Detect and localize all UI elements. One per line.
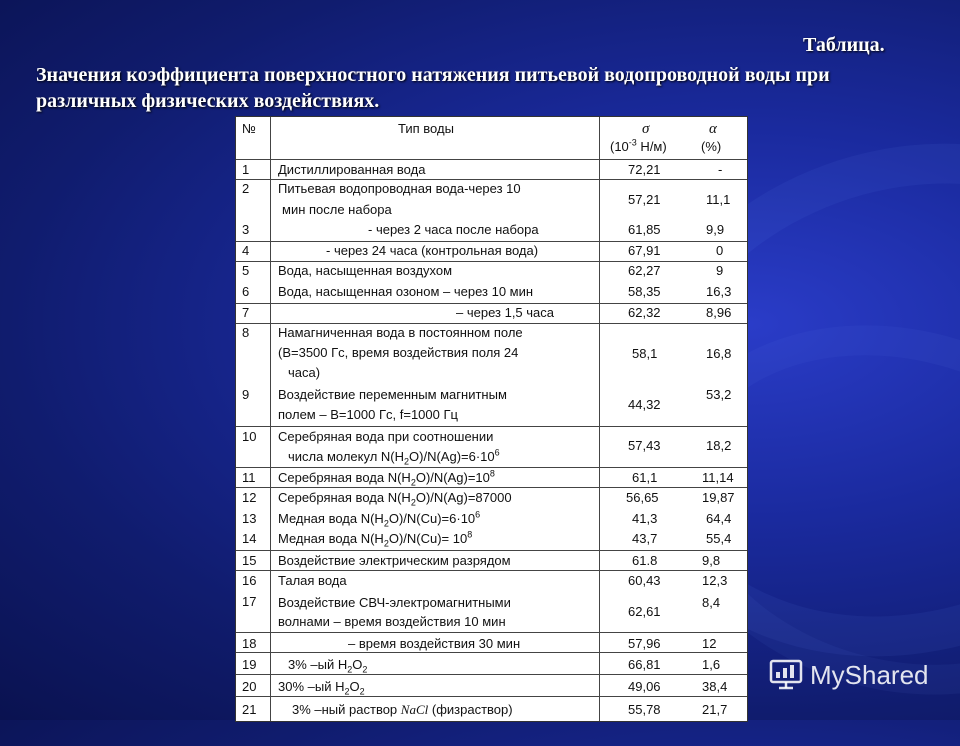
row-water-type: Воздействие переменным магнитным — [278, 387, 507, 402]
row-alpha: 55,4 — [706, 531, 732, 546]
row-alpha: 64,4 — [706, 511, 732, 526]
data-table — [235, 116, 748, 722]
row-water-type: 3% –ый $H_2O_2$ — [288, 657, 368, 675]
row-divider — [236, 159, 747, 160]
row-water-type: 3% –ный раствор NaCl (физраствор) — [292, 702, 513, 717]
row-alpha: 38,4 — [702, 679, 728, 694]
row-divider — [236, 303, 747, 304]
row-number: 19 — [242, 657, 257, 672]
row-number: 6 — [242, 284, 250, 299]
row-alpha: 8,96 — [706, 305, 732, 320]
row-water-type-line2: волнами – время воздействия 10 мин — [278, 614, 506, 629]
row-water-type: Медная вода $N(H_2O)/N(Cu)=6\cdot 10^6$ — [278, 509, 481, 529]
row-divider — [236, 487, 747, 488]
row-number: 9 — [242, 387, 250, 402]
row-alpha: 21,7 — [702, 702, 728, 717]
row-alpha: 53,2 — [706, 387, 732, 402]
row-number: 1 — [242, 162, 250, 177]
logo-text: MyShared — [810, 659, 929, 690]
row-sigma: 60,43 — [628, 573, 661, 588]
table-caption: Таблица. — [803, 34, 885, 56]
row-alpha: 1,6 — [702, 657, 721, 672]
row-water-type: Вода, насыщенная озоном – через 10 мин — [278, 284, 534, 299]
row-sigma: 57,21 — [628, 192, 661, 207]
column-divider — [599, 117, 600, 721]
row-divider — [236, 632, 747, 633]
row-number: 10 — [242, 429, 257, 444]
row-water-type: Медная вода $N(H_2O)/N(Cu)= 10^8$ — [278, 529, 473, 549]
row-water-type-line2: (В=3500 Гс, время воздействия поля 24 — [278, 345, 519, 360]
row-number: 5 — [242, 263, 250, 278]
row-sigma: 72,21 — [628, 162, 661, 177]
row-water-type: Серебряная вода $N(H_2O)/N(Ag)=10^8$ — [278, 468, 495, 488]
row-alpha: 8,4 — [702, 595, 721, 610]
row-sigma: 57,96 — [628, 636, 661, 651]
row-sigma: 49,06 — [628, 679, 661, 694]
row-alpha: 18,2 — [706, 438, 732, 453]
row-water-type: Питьевая водопроводная вода-через 10 — [278, 181, 521, 196]
row-number: 15 — [242, 553, 257, 568]
row-divider — [236, 652, 747, 653]
row-water-type: Серебряная вода $N(H_2O)/N(Ag)=87000$ — [278, 490, 512, 508]
row-alpha: 12,3 — [702, 573, 728, 588]
row-number: 4 — [242, 243, 250, 258]
row-number: 11 — [242, 470, 256, 485]
row-water-type: - через 24 часа (контрольная вода) — [326, 243, 539, 258]
row-divider — [236, 696, 747, 697]
row-sigma: 58,1 — [632, 346, 658, 361]
row-divider — [236, 674, 747, 675]
row-water-type-line2: мин после набора — [282, 202, 392, 217]
row-divider — [236, 241, 747, 242]
row-number: 21 — [242, 702, 257, 717]
row-divider — [236, 550, 747, 551]
row-alpha: 9,9 — [706, 222, 725, 237]
row-water-type: Талая вода — [278, 573, 347, 588]
row-alpha: 16,8 — [706, 346, 732, 361]
row-water-type-line2: числа молекул $N(H_2O)/N(Ag)=6\cdot 10^6$ — [288, 447, 500, 467]
row-number: 2 — [242, 181, 250, 196]
row-water-type: - через 2 часа после набора — [368, 222, 539, 237]
row-water-type: – через 1,5 часа — [456, 305, 555, 320]
row-sigma: 67,91 — [628, 243, 661, 258]
column-divider — [270, 117, 271, 721]
row-divider — [236, 323, 747, 324]
header-sigma-unit: ($10^{-3}$ Н/м) — [610, 137, 667, 154]
header-alpha-unit: (%) — [701, 139, 722, 154]
row-water-type: Воздействие СВЧ-электромагнитными — [278, 595, 511, 610]
row-alpha: 12 — [702, 636, 717, 651]
row-sigma: 57,43 — [628, 438, 661, 453]
page-title: Значения коэффициента поверхностного натяжения питьевой водопроводной воды при различных физических воздействиях. — [36, 64, 830, 112]
row-sigma: 58,35 — [628, 284, 661, 299]
row-water-type: Воздействие электрическим разрядом — [278, 553, 511, 568]
header-number: № — [242, 121, 256, 136]
row-number: 13 — [242, 511, 257, 526]
row-sigma: 41,3 — [632, 511, 658, 526]
row-divider — [236, 261, 747, 262]
row-sigma: 62,27 — [628, 263, 661, 278]
row-number: 14 — [242, 531, 257, 546]
row-number: 7 — [242, 305, 250, 320]
row-alpha: 0 — [716, 243, 724, 258]
row-alpha: 11,14 — [702, 470, 734, 485]
header-alpha-symbol: α — [709, 121, 717, 137]
row-number: 12 — [242, 490, 257, 505]
row-number: 17 — [242, 594, 257, 609]
row-divider — [236, 570, 747, 571]
presentation-board-icon — [768, 655, 804, 696]
row-sigma: 55,78 — [628, 702, 661, 717]
row-alpha: 11,1 — [706, 192, 731, 207]
myshared-logo[interactable] — [768, 655, 929, 695]
row-water-type: 30% –ый $H_2O_2$ — [278, 679, 365, 697]
row-water-type: Серебряная вода при соотношении — [278, 429, 494, 444]
row-alpha: - — [718, 162, 723, 177]
row-sigma: 61.8 — [632, 553, 658, 568]
row-water-type: Вода, насыщенная воздухом — [278, 263, 453, 278]
row-water-type: Намагниченная вода в постоянном поле — [278, 325, 523, 340]
row-sigma: 66,81 — [628, 657, 661, 672]
header-sigma-symbol: σ — [642, 121, 650, 137]
row-alpha: 9,8 — [702, 553, 721, 568]
row-sigma: 43,7 — [632, 531, 658, 546]
row-water-type-line2: полем – В=1000 Гс, f=1000 Гц — [278, 407, 458, 422]
header-water-type: Тип воды — [398, 121, 454, 136]
row-divider — [236, 179, 747, 180]
row-water-type: Дистиллированная вода — [278, 162, 426, 177]
row-sigma: 62,32 — [628, 305, 661, 320]
row-number: 16 — [242, 573, 257, 588]
row-sigma: 44,32 — [628, 397, 661, 412]
row-alpha: 19,87 — [702, 490, 735, 505]
row-sigma: 61,1 — [632, 470, 658, 485]
row-water-type: – время воздействия 30 мин — [348, 636, 521, 651]
row-divider — [236, 426, 747, 427]
row-number: 3 — [242, 222, 250, 237]
row-sigma: 62,61 — [628, 604, 661, 619]
row-number: 20 — [242, 679, 257, 694]
row-number: 8 — [242, 325, 250, 340]
row-sigma: 56,65 — [626, 490, 659, 505]
row-alpha: 9 — [716, 263, 724, 278]
row-alpha: 16,3 — [706, 284, 732, 299]
row-number: 18 — [242, 636, 257, 651]
row-water-type-line3: часа) — [288, 365, 321, 380]
row-sigma: 61,85 — [628, 222, 661, 237]
